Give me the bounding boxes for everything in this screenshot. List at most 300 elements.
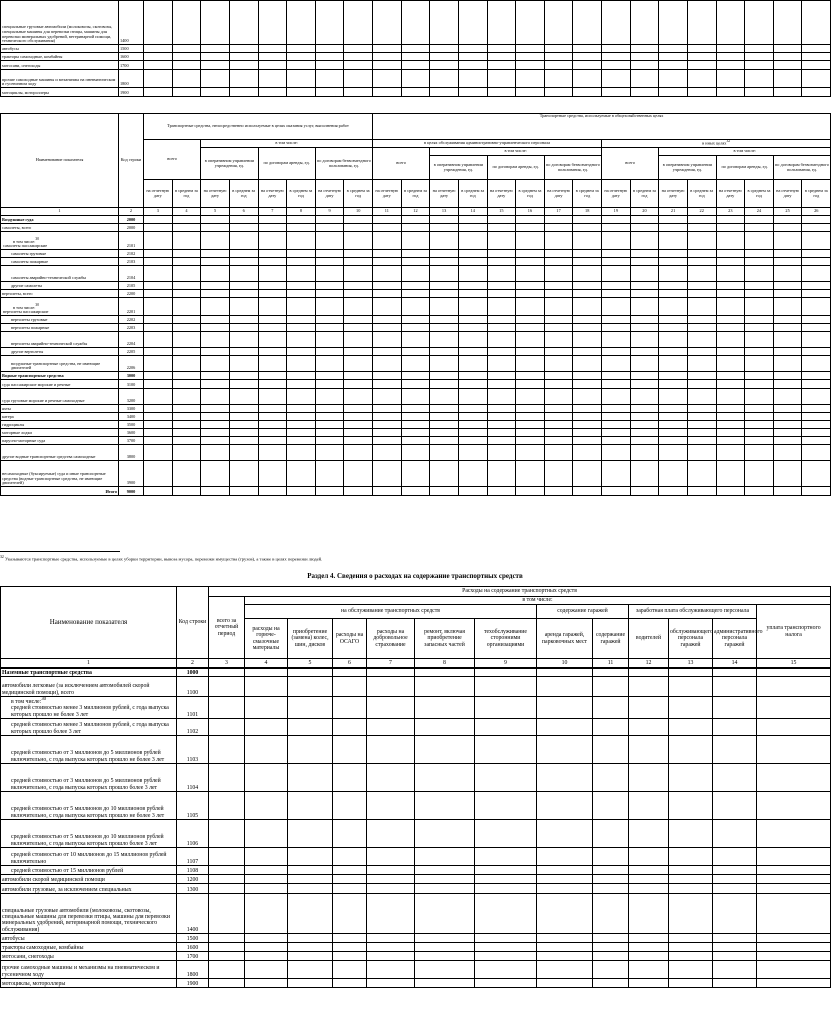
data-cell [229,356,258,372]
data-cell [172,445,201,461]
data-cell [344,282,373,290]
data-cell [415,943,475,952]
data-cell [713,934,757,943]
data-cell [573,232,602,250]
data-cell [802,421,831,429]
top-continuation-table [0,0,831,97]
data-cell [516,380,545,389]
table-row [1,979,831,988]
data-cell [373,487,402,496]
data-cell [430,421,459,429]
data-cell [544,389,573,405]
column-number: 6 [333,659,367,668]
data-cell [144,487,173,496]
data-cell [516,405,545,413]
data-cell [716,445,745,461]
data-cell [315,1,344,45]
data-cell [713,668,757,677]
data-cell [201,380,230,389]
row-code: 2103 [119,258,144,266]
row-label: автомобили легковые (за исключением автомобилей скорой медицинской помощи), всего [1,677,177,697]
table-row [1,461,831,487]
data-cell [802,316,831,324]
row-label: другие вертолеты [1,348,119,356]
row-label: вертолеты аварийно-технической службы [1,332,119,348]
data-cell [659,282,688,290]
data-cell [475,943,537,952]
data-cell [172,258,201,266]
data-cell [245,736,288,764]
header-date: на отчетную дату [544,180,573,208]
row-code: 3800 [119,445,144,461]
data-cell [669,875,713,884]
data-cell [544,70,573,88]
data-cell [713,979,757,988]
data-cell [201,389,230,405]
s4-header-total: всего за отчетный период [209,597,245,659]
data-cell [458,405,487,413]
data-cell [315,266,344,282]
s4-subheader: аренда гаражей, парковочных мест [537,619,593,659]
data-cell [593,943,629,952]
data-cell [415,697,475,719]
data-cell [288,848,333,866]
data-cell [716,437,745,445]
data-cell [144,421,173,429]
row-label: вертолеты, всего [1,290,119,298]
column-number: 12 [629,659,669,668]
table-row [1,445,831,461]
row-code: 1103 [177,736,209,764]
header-incl-admin: в том числе: [430,148,602,156]
row-code: 3600 [119,429,144,437]
data-cell [258,258,287,266]
data-cell [593,934,629,943]
data-cell [745,232,774,250]
data-cell [367,866,415,875]
data-cell [544,45,573,53]
data-cell [333,677,367,697]
data-cell [475,952,537,961]
data-cell [258,316,287,324]
data-cell [229,224,258,232]
data-cell [401,405,430,413]
data-cell [258,232,287,250]
data-cell [401,250,430,258]
column-number: 2 [177,659,209,668]
data-cell [659,380,688,389]
data-cell [373,445,402,461]
data-cell [245,961,288,979]
data-cell [401,282,430,290]
data-cell [344,324,373,332]
header-rent-3: по договорам аренды, ед. [716,156,773,180]
data-cell [602,332,631,348]
data-cell [245,884,288,894]
data-cell [716,380,745,389]
row-label: тракторы самоходные, комбайны [1,53,119,61]
data-cell [367,875,415,884]
data-cell [144,250,173,258]
data-cell [573,316,602,324]
section4-title: Раздел 4. Сведения о расходах на содержание транспортных средств [307,572,523,580]
data-cell [288,677,333,697]
data-cell [630,216,659,224]
data-cell [344,45,373,53]
data-cell [716,290,745,298]
data-cell [229,437,258,445]
data-cell [287,216,316,224]
data-cell [630,461,659,487]
data-cell [458,316,487,324]
data-cell [172,380,201,389]
data-cell [258,356,287,372]
data-cell [537,820,593,848]
row-code: 2202 [119,316,144,324]
data-cell [229,445,258,461]
data-cell [593,894,629,934]
data-cell [573,216,602,224]
data-cell [537,677,593,697]
row-code: 1107 [177,848,209,866]
data-cell [773,53,802,61]
row-label: мотоциклы, мотороллеры [1,88,119,97]
row-code: 2104 [119,266,144,282]
data-cell [458,250,487,258]
data-cell [602,282,631,290]
data-cell [401,290,430,298]
data-cell [367,884,415,894]
table-row [1,324,831,332]
data-cell [401,487,430,496]
data-cell [315,429,344,437]
data-cell [629,961,669,979]
data-cell [716,282,745,290]
data-cell [373,332,402,348]
data-cell [487,413,516,421]
data-cell [209,677,245,697]
data-cell [245,764,288,792]
data-cell [669,866,713,875]
data-cell [716,332,745,348]
data-cell [401,389,430,405]
data-cell [287,45,316,53]
row-code: 2000 [119,216,144,224]
data-cell [745,372,774,380]
data-cell [669,952,713,961]
data-cell [745,250,774,258]
data-cell [593,866,629,875]
data-cell [258,413,287,421]
row-code: 1102 [177,719,209,736]
data-cell [333,820,367,848]
data-cell [516,282,545,290]
data-cell [573,61,602,70]
row-code: 1700 [119,61,144,70]
data-cell [172,298,201,316]
header-date: на отчетную дату [773,180,802,208]
data-cell [245,894,288,934]
data-cell [773,437,802,445]
data-cell [544,1,573,45]
data-cell [373,250,402,258]
data-cell [287,258,316,266]
data-cell [458,380,487,389]
data-cell [773,405,802,413]
data-cell [716,389,745,405]
row-code: 1900 [177,979,209,988]
data-cell [258,224,287,232]
data-cell [401,1,430,45]
data-cell [687,437,716,445]
data-cell [144,332,173,348]
data-cell [802,88,831,97]
data-cell [544,445,573,461]
data-cell [687,1,716,45]
data-cell [802,380,831,389]
data-cell [209,884,245,894]
data-cell [773,380,802,389]
column-number: 19 [602,208,631,216]
data-cell [201,70,230,88]
data-cell [487,405,516,413]
data-cell [716,421,745,429]
data-cell [573,389,602,405]
data-cell [415,866,475,875]
s4-header-incl: в том числе: [245,597,831,605]
column-number: 6 [229,208,258,216]
data-cell [333,866,367,875]
data-cell [629,848,669,866]
data-cell [516,372,545,380]
data-cell [659,70,688,88]
data-cell [745,70,774,88]
data-cell [475,961,537,979]
header-incl-direct: в том числе: [201,140,373,148]
data-cell [602,445,631,461]
data-cell [573,332,602,348]
data-cell [716,298,745,316]
column-number: 24 [745,208,774,216]
data-cell [258,61,287,70]
data-cell [630,429,659,437]
data-cell [630,348,659,356]
data-cell [315,53,344,61]
data-cell [373,372,402,380]
data-cell [209,943,245,952]
row-code: 3400 [119,413,144,421]
data-cell [602,232,631,250]
data-cell [373,45,402,53]
row-label: тракторы самоходные, комбайны [1,943,177,952]
data-cell [373,389,402,405]
data-cell [573,487,602,496]
data-cell [602,405,631,413]
data-cell [144,316,173,324]
data-cell [593,668,629,677]
data-cell [544,487,573,496]
data-cell [687,389,716,405]
data-cell [537,697,593,719]
data-cell [629,943,669,952]
data-cell [573,45,602,53]
data-cell [593,697,629,719]
data-cell [593,952,629,961]
data-cell [458,88,487,97]
data-cell [669,668,713,677]
table-row [1,952,831,961]
data-cell [475,736,537,764]
data-cell [573,282,602,290]
data-cell [630,445,659,461]
table-row [1,250,831,258]
data-cell [430,487,459,496]
column-number: 3 [144,208,173,216]
data-cell [757,668,831,677]
header-admin: в целях обслуживания административно-управленческого персонала [373,140,602,148]
row-label: яхты [1,405,119,413]
data-cell [287,348,316,356]
data-cell [229,380,258,389]
data-cell [287,266,316,282]
data-cell [713,866,757,875]
row-code: 2000 [119,224,144,232]
data-cell [209,934,245,943]
data-cell [458,356,487,372]
data-cell [172,216,201,224]
data-cell [373,216,402,224]
data-cell [544,61,573,70]
data-cell [802,487,831,496]
row-code: 3000 [119,372,144,380]
data-cell [229,266,258,282]
data-cell [716,232,745,250]
data-cell [172,250,201,258]
data-cell [802,389,831,405]
data-cell [288,884,333,894]
data-cell [516,356,545,372]
column-number: 15 [757,659,831,668]
data-cell [802,356,831,372]
data-cell [602,461,631,487]
row-code: 2102 [119,250,144,258]
data-cell [430,216,459,224]
data-cell [201,372,230,380]
column-number: 1 [1,208,119,216]
data-cell [544,316,573,324]
row-code: 1106 [177,820,209,848]
s4-header-service: на обслуживание транспортных средств [245,605,537,619]
data-cell [229,61,258,70]
data-cell [544,461,573,487]
data-cell [659,232,688,250]
header-date: на отчетную дату [201,180,230,208]
data-cell [773,70,802,88]
data-cell [344,258,373,266]
data-cell [209,764,245,792]
header-free-1: по договорам безвозмездного пользования, ед. [315,148,372,180]
row-code: 3200 [119,389,144,405]
header-avg: в среднем за год [516,180,545,208]
table-row [1,677,831,697]
data-cell [333,952,367,961]
data-cell [287,389,316,405]
data-cell [258,348,287,356]
data-cell [630,324,659,332]
data-cell [745,266,774,282]
table-row [1,53,831,61]
data-cell [430,429,459,437]
row-label: самолеты пожарные [1,258,119,266]
row-label: автобусы [1,934,177,943]
data-cell [373,258,402,266]
data-cell [287,250,316,258]
data-cell [745,1,774,45]
row-code: 2105 [119,282,144,290]
data-cell [229,70,258,88]
data-cell [659,45,688,53]
data-cell [315,88,344,97]
data-cell [172,348,201,356]
data-cell [373,70,402,88]
data-cell [172,282,201,290]
data-cell [144,61,173,70]
data-cell [245,943,288,952]
data-cell [487,316,516,324]
data-cell [602,356,631,372]
data-cell [602,70,631,88]
row-code: 3300 [119,405,144,413]
row-code: 1400 [177,894,209,934]
data-cell [716,348,745,356]
header-op-2: в оперативном управлении учреждения, ед. [430,156,487,180]
data-cell [430,70,459,88]
data-cell [344,413,373,421]
header-date: на отчетную дату [258,180,287,208]
s4-subheader: обслуживающего персонала гаражей [669,619,713,659]
table-row [1,421,831,429]
data-cell [745,421,774,429]
header-avg: в среднем за год [401,180,430,208]
s4-header-garage: содержание гаражей [537,605,629,619]
table-row [1,1,831,45]
column-number: 2 [119,208,144,216]
data-cell [659,405,688,413]
data-cell [209,792,245,820]
data-cell [401,380,430,389]
data-cell [430,445,459,461]
data-cell [245,792,288,820]
row-label: мотосани, снегоходы [1,61,119,70]
table-row [1,348,831,356]
data-cell [745,356,774,372]
row-code: 2201 [119,298,144,316]
data-cell [773,332,802,348]
data-cell [537,848,593,866]
data-cell [333,719,367,736]
data-cell [573,380,602,389]
data-cell [367,792,415,820]
data-cell [333,979,367,988]
data-cell [373,61,402,70]
data-cell [229,324,258,332]
data-cell [687,70,716,88]
data-cell [802,413,831,421]
data-cell [669,677,713,697]
data-cell [487,88,516,97]
data-cell [458,437,487,445]
data-cell [516,45,545,53]
